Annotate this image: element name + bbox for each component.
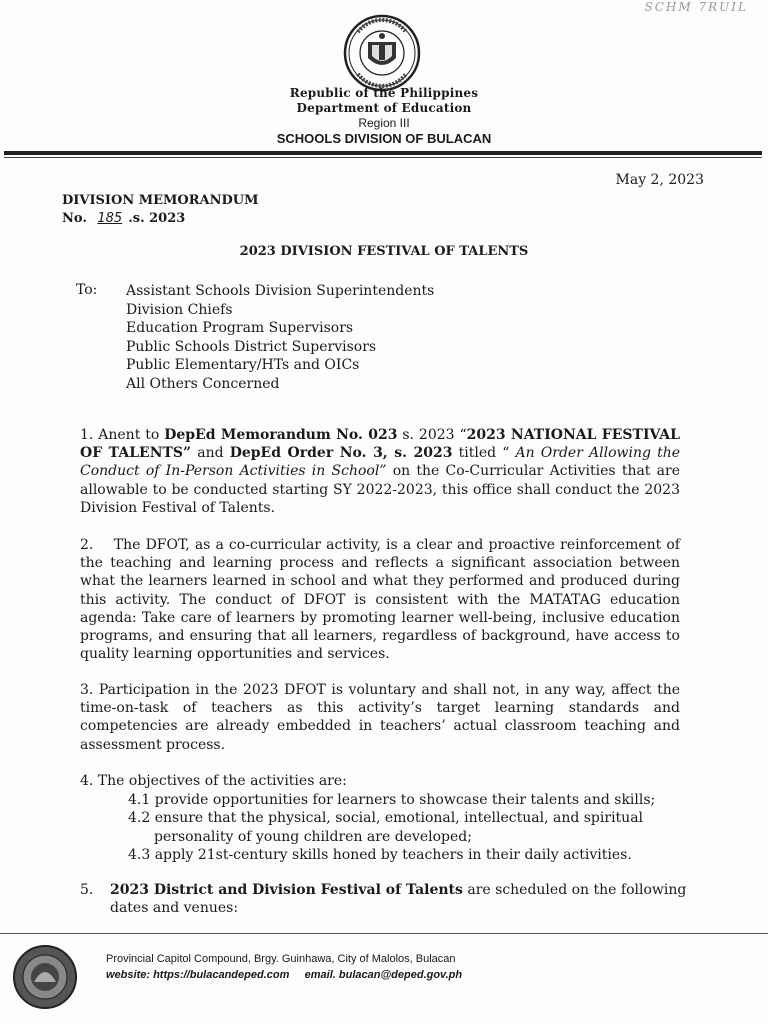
footer-contact xyxy=(106,951,462,983)
paragraph-3: 3. Participation in the 2023 DFOT is voluntary and shall not, in any way, affect the time-on-task of teachers as this activity’s target learning standards and competencies are already embedded in teachers’ actual classroom teaching and assessment process. xyxy=(80,682,680,753)
letterhead-department: Department of Education xyxy=(296,101,472,115)
p1-text: and xyxy=(191,445,230,462)
memo-no-suffix: .s. 2023 xyxy=(128,211,186,226)
p5-bold-title: 2023 District and Division Festival of Talents xyxy=(110,882,463,898)
p1-text: 1. Anent to xyxy=(80,427,165,443)
footer-website: website: https://bulacandeped.com xyxy=(106,969,290,981)
paragraph-5 xyxy=(80,881,686,917)
letterhead xyxy=(0,86,768,147)
deped-seal-icon xyxy=(328,14,436,92)
p5-number: 5. xyxy=(80,882,94,898)
objective-item: 4.1 provide opportunities for learners to showcase their talents and skills; xyxy=(128,792,656,808)
p5-text: are scheduled on the following xyxy=(462,882,687,898)
p1-festival-title: 2023 NATIONAL FESTIVAL OF TALENTS” xyxy=(80,427,680,462)
objective-item-continued: personality of young children are developed; xyxy=(154,828,472,845)
footer-address: Provincial Capitol Compound, Brgy. Guinhawa, City of Malolos, Bulacan xyxy=(106,953,456,965)
memo-date: May 2, 2023 xyxy=(615,172,704,188)
recipient-item: Public Elementary/HTs and OICs xyxy=(126,357,360,374)
letterhead-division: SCHOOLS DIVISION OF BULACAN xyxy=(276,131,492,146)
recipient-item: Education Program Supervisors xyxy=(126,320,354,337)
header-divider-thick xyxy=(4,151,762,155)
recipient-item: Assistant Schools Division Superintendents xyxy=(126,283,435,299)
memo-title: DIVISION MEMORANDUM xyxy=(62,193,259,208)
objective-item: 4.3 apply 21st-century skills honed by teachers in their daily activities. xyxy=(128,847,632,864)
objectives-list xyxy=(128,791,655,865)
recipient-item: Public Schools District Supervisors xyxy=(126,338,377,355)
p1-deped-order-ref: DepEd Order No. 3, s. 2023 xyxy=(229,445,453,462)
header-divider-thin xyxy=(4,157,762,158)
paragraph-1 xyxy=(80,426,680,517)
division-seal-icon xyxy=(12,944,78,1010)
handwritten-note: SCHM 7RUIL xyxy=(644,0,748,14)
paragraph-2: 2. The DFOT, as a co-curricular activity, is a clear and proactive reinforcement of the teaching and learning process and reflects a significant association between what the learners learned in school and what they performed and produced during this activity. The conduct of DFOT is consistent with the MATATAG education agenda: Take care of learners by promoting learner well-being, inclusive education programs, and ensuring that all learners, regardless of background, have access to quality learning opportunities and services. xyxy=(80,537,680,663)
p1-text: on the Co-Curricular Activities that are allowable to be conducted starting SY 2022-2023, this office shall conduct the 2023 Division Festival of Talents. xyxy=(80,463,680,516)
paragraph-4-intro: 4. The objectives of the activities are: xyxy=(80,773,347,789)
letterhead-republic: Republic of the Philippines xyxy=(289,86,479,100)
recipient-item: All Others Concerned xyxy=(126,375,280,392)
letterhead-region: Region III xyxy=(358,116,410,130)
p5-continued: dates and venues: xyxy=(110,900,239,916)
memo-subject: 2023 DIVISION FESTIVAL OF TALENTS xyxy=(239,244,529,259)
objective-item: 4.2 ensure that the physical, social, emotional, intellectual, and spiritual xyxy=(128,810,644,827)
p1-deped-memo-ref: DepEd Memorandum No. 023 xyxy=(164,427,398,443)
p1-text: titled “ xyxy=(452,445,516,462)
footer-email: email. bulacan@deped.gov.ph xyxy=(304,969,463,981)
recipient-list xyxy=(126,282,434,394)
footer-divider xyxy=(0,933,768,934)
memo-number xyxy=(62,210,185,228)
memo-no-value: 185 xyxy=(97,211,123,226)
p1-order-title: An Order Allowing the Conduct of In-Person Activities in School” xyxy=(80,445,680,480)
memo-no-prefix: No. xyxy=(62,211,87,226)
recipient-item: Division Chiefs xyxy=(126,301,233,318)
to-label: To: xyxy=(76,282,98,298)
p1-text: s. 2023 “ xyxy=(397,427,467,443)
